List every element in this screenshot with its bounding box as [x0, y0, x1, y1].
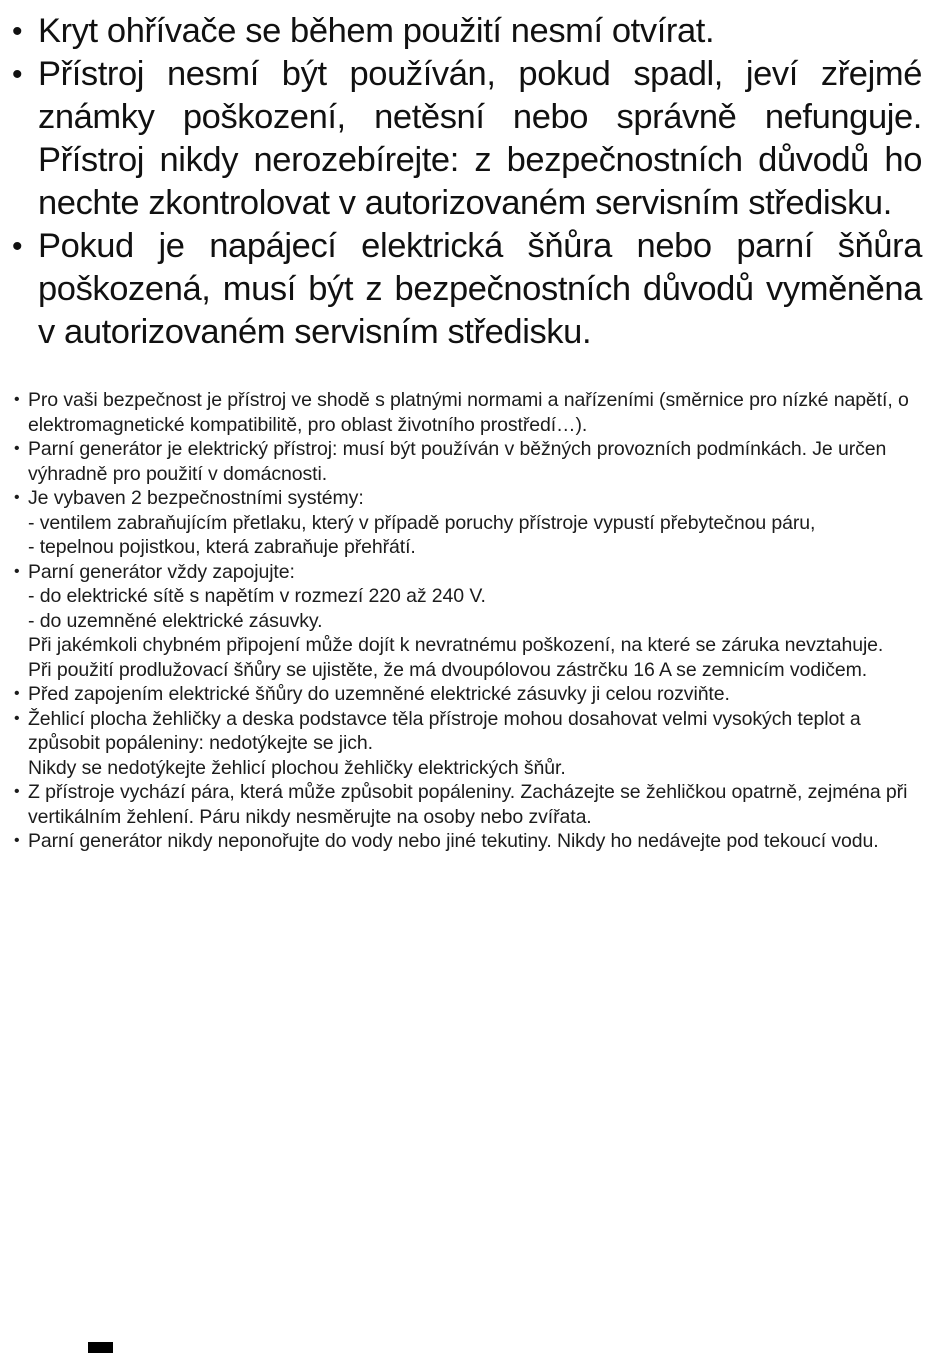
bullet-item [14, 388, 924, 437]
bullet-icon: • [14, 489, 20, 506]
bullet-item [14, 780, 924, 829]
bullet-icon: • [14, 832, 20, 849]
paragraph: Při použití prodlužovací šňůry se ujistěte, že má dvoupólovou zástrčku 16 A se zemnicím vodičem. [28, 658, 868, 681]
paragraph: Parní generátor vždy zapojujte: [28, 560, 295, 583]
bullet-item [14, 829, 924, 854]
paragraph: Pro vaši bezpečnost je přístroj ve shodě s platnými normami a nařízeními (směrnice pro nízké napětí, o elektromagnetické kompatibilitě, pro oblast životního prostředí…). [28, 389, 909, 436]
bullet-icon: • [14, 391, 20, 408]
bullet-icon: • [14, 440, 20, 457]
bullet-item-text [28, 486, 924, 560]
paragraph: Žehlicí plocha žehličky a deska podstavce těla přístroje mohou dosahovat velmi vysokých teplot a způsobit popáleniny: nedotýkejte se jich. [28, 707, 861, 754]
paragraph: Nikdy se nedotýkejte žehlicí plochou žehličky elektrických šňůr. [28, 756, 566, 779]
paragraph: - ventilem zabraňujícím přetlaku, který v případě poruchy přístroje vypustí přebytečnou páru, [28, 511, 816, 534]
bullet-icon: • [12, 58, 23, 91]
bullet-item-text [38, 10, 922, 53]
bullet-icon: • [14, 783, 20, 800]
bullet-item-text [28, 682, 924, 707]
bullet-item-text [38, 53, 922, 225]
bullet-item [14, 486, 924, 560]
paragraph: Přístroj nesmí být používán, pokud spadl, jeví zřejmé známky poškození, netěsní nebo správně nefunguje. Přístroj nikdy nerozebírejte: z bezpečnostních důvodů ho nechte zkontrolovat v autorizovaném servisním středisku. [38, 55, 922, 222]
bullet-item-text [28, 560, 924, 683]
paragraph: Parní generátor nikdy neponořujte do vody nebo jiné tekutiny. Nikdy ho nedávejte pod tekoucí vodu. [28, 830, 879, 852]
bullet-item [14, 682, 924, 707]
bullet-item [12, 10, 922, 53]
bullet-icon: • [12, 230, 23, 263]
paragraph: - tepelnou pojistkou, která zabraňuje přehřátí. [28, 536, 416, 558]
bullet-item-text [28, 829, 924, 854]
bullet-item-text [38, 225, 922, 354]
paragraph: - do elektrické sítě s napětím v rozmezí 220 až 240 V. [28, 585, 486, 607]
paragraph: Je vybaven 2 bezpečnostními systémy: [28, 487, 364, 509]
paragraph: - do uzemněné elektrické zásuvky. [28, 609, 323, 632]
paragraph: Parní generátor je elektrický přístroj: musí být používán v běžných provozních podmínkách. Je určen výhradně pro použití v domácnosti. [28, 438, 887, 485]
bullet-item-text [28, 437, 924, 486]
bullet-item [12, 225, 922, 354]
bullet-item [14, 707, 924, 781]
bullet-item-text [28, 707, 924, 781]
bullet-item [14, 560, 924, 683]
bullet-icon: • [14, 562, 20, 580]
paragraph: Před zapojením elektrické šňůry do uzemněné elektrické zásuvky ji celou rozviňte. [28, 683, 730, 705]
bullet-icon: • [14, 685, 20, 702]
safety-notes-small-section [0, 354, 950, 854]
bullet-item [12, 53, 922, 225]
bullet-icon: • [14, 709, 20, 727]
scan-registration-mark [88, 1342, 113, 1353]
bullet-item [14, 437, 924, 486]
paragraph: Z přístroje vychází pára, která může způsobit popáleniny. Zacházejte se žehličkou opatrně, zejména při vertikálním žehlení. Páru nikdy nesměrujte na osoby nebo zvířata. [28, 781, 908, 828]
bullet-item-text [28, 388, 924, 437]
paragraph: Při jakémkoli chybném připojení může dojít k nevratnému poškození, na které se záruka nevztahuje. [28, 634, 884, 656]
bullet-item-text [28, 780, 924, 829]
bullet-icon: • [12, 15, 23, 48]
paragraph: Kryt ohřívače se během použití nesmí otvírat. [38, 12, 715, 50]
paragraph: Pokud je napájecí elektrická šňůra nebo parní šňůra poškozená, musí být z bezpečnostních důvodů vyměněna v autorizovaném servisním středisku. [38, 227, 922, 351]
safety-warnings-large-section [0, 0, 950, 354]
